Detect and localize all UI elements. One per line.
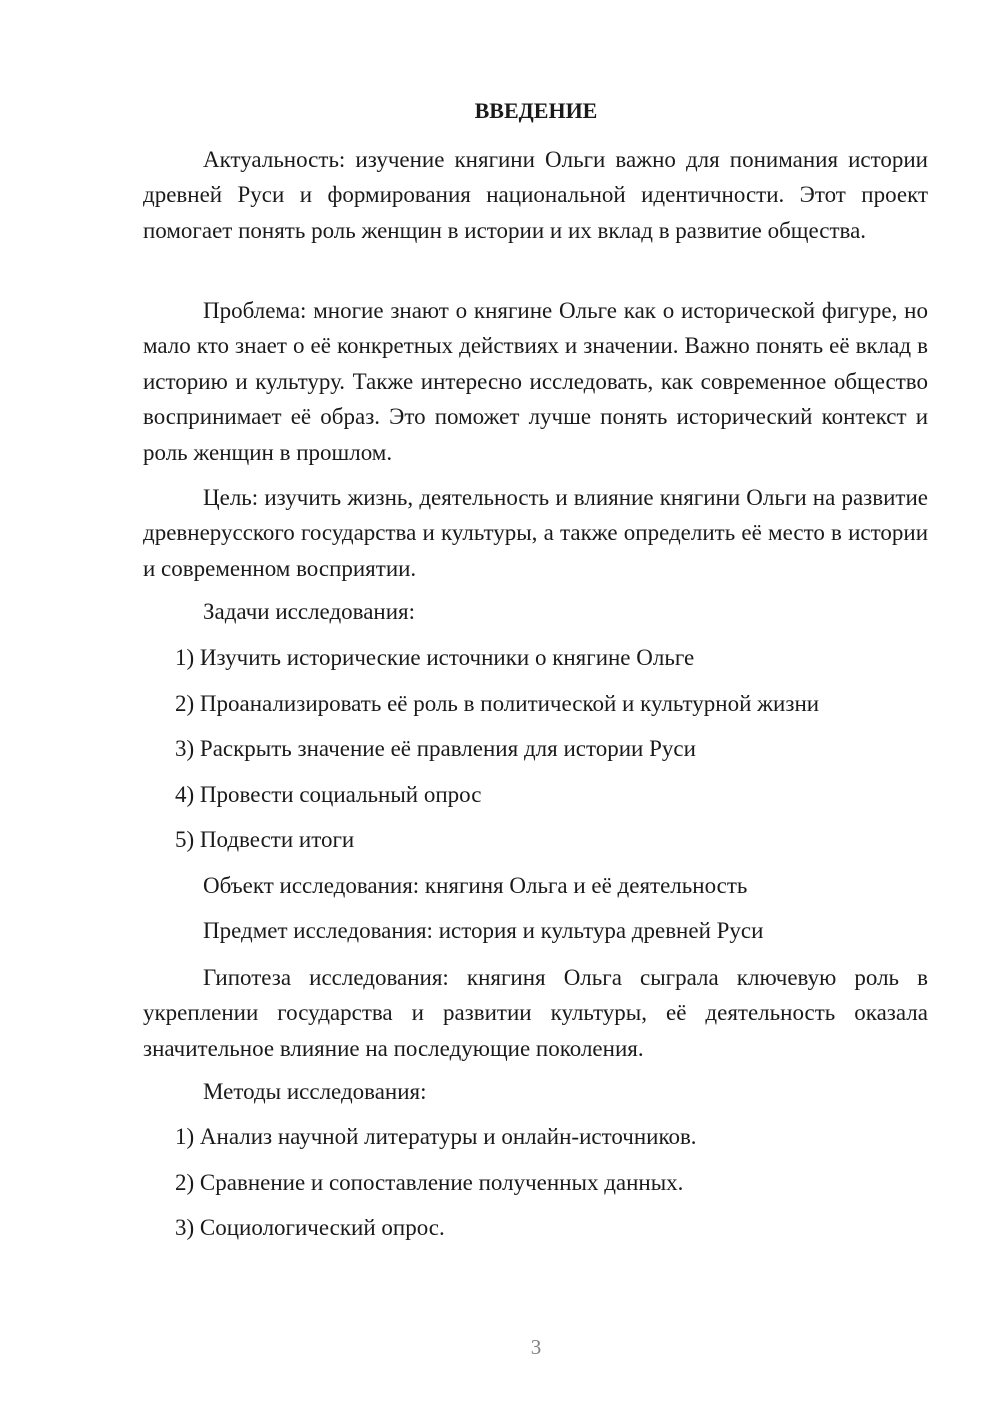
- method-item-3: 3) Социологический опрос.: [175, 1215, 445, 1240]
- task-item-3: 3) Раскрыть значение её правления для истории Руси: [175, 736, 696, 761]
- method-item-2: 2) Сравнение и сопоставление полученных данных.: [175, 1170, 684, 1195]
- method-item-1: 1) Анализ научной литературы и онлайн-источников.: [175, 1124, 697, 1149]
- methods-heading: Методы исследования:: [203, 1079, 427, 1104]
- task-item-5: 5) Подвести итоги: [175, 827, 355, 852]
- paragraph-relevance: Актуальность: изучение княгини Ольги важно для понимания истории древней Руси и формирования национальной идентичности. Этот проект помогает понять роль женщин в истории и их вклад в развитие общества.: [143, 147, 928, 243]
- paragraph-problem: Проблема: многие знают о княгине Ольге как о исторической фигуре, но мало кто знает о её конкретных действиях и значении. Важно понять её вклад в историю и культуру. Также интересно исследовать, как современное общество воспринимает её образ. Это поможет лучше понять исторический контекст и роль женщин в прошлом.: [143, 298, 928, 465]
- task-item-4: 4) Провести социальный опрос: [175, 782, 482, 807]
- task-item-2: 2) Проанализировать её роль в политической и культурной жизни: [175, 691, 820, 716]
- section-title: ВВЕДЕНИЕ: [474, 98, 598, 123]
- paragraph-hypothesis: Гипотеза исследования: княгиня Ольга сыграла ключевую роль в укреплении государства и развитии культуры, её деятельность оказала значительное влияние на последующие поколения.: [143, 965, 928, 1061]
- page-number: 3: [530, 1335, 542, 1359]
- paragraph-goal: Цель: изучить жизнь, деятельность и влияние княгини Ольги на развитие древнерусского государства и культуры, а также определить её место в истории и современном восприятии.: [143, 485, 928, 581]
- research-object: Объект исследования: княгиня Ольга и её деятельность: [203, 873, 748, 898]
- research-subject: Предмет исследования: история и культура древней Руси: [203, 918, 764, 943]
- tasks-heading: Задачи исследования:: [203, 599, 416, 624]
- task-item-1: 1) Изучить исторические источники о княгине Ольге: [175, 645, 695, 670]
